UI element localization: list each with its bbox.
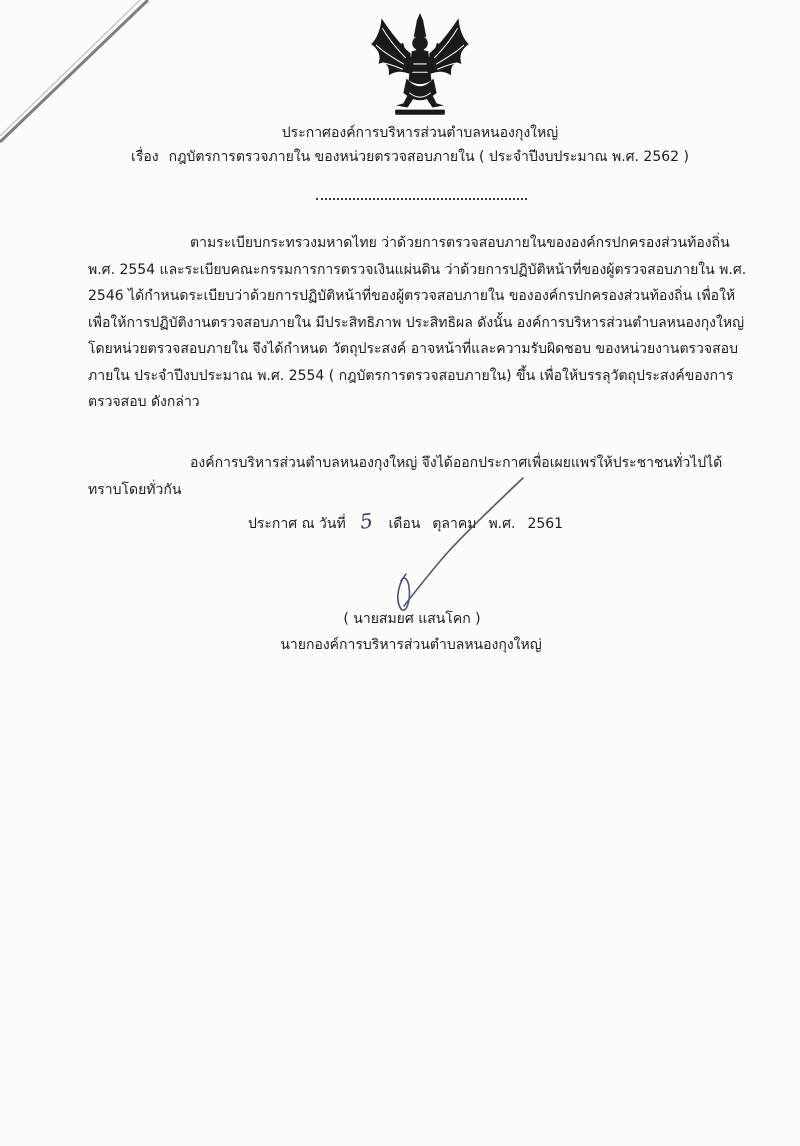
paragraph-line: ภายใน ประจำปีงบประมาณ พ.ศ. 2554 ( กฎบัตรการตรวจสอบภายใน) ขึ้น เพื่อให้บรรลุวัตถุประสงค์ของการ: [88, 367, 734, 384]
signatory-position: นายกองค์การบริหารส่วนตำบลหนองกุงใหญ่: [280, 637, 542, 653]
subject-label: เรื่อง: [131, 149, 159, 165]
paragraph-line: 2546 ได้กำหนดระเบียบว่าด้วยการปฏิบัติหน้าที่ของผู้ตรวจสอบภายใน ขององค์กรปกครองส่วนท้องถิ่น เพื่อให้: [88, 288, 736, 304]
paragraph-line: องค์การบริหารส่วนตำบลหนองกุงใหญ่ จึงได้ออกประกาศเพื่อเผยแพร่ให้ประชาชนทั่วไปได้: [190, 455, 723, 471]
paragraph-line: โดยหน่วยตรวจสอบภายใน จึงได้กำหนด วัตถุประสงค์ อาจหน้าที่และความรับผิดชอบ ของหน่วยงานตรวจสอบ: [88, 341, 738, 357]
paragraph-line: พ.ศ. 2554 และระเบียบคณะกรรมการการตรวจเงินแผ่นดิน ว่าด้วยการปฏิบัติหน้าที่ของผู้ตรวจสอบภายใน พ.ศ.: [88, 261, 747, 278]
date-month-label: เดือน: [388, 516, 421, 532]
body-paragraph-1: [88, 230, 747, 416]
paragraph-line: เพื่อให้การปฏิบัติงานตรวจสอบภายใน มีประสิทธิภาพ ประสิทธิผล ดังนั้น องค์การบริหารส่วนตำบลหนองกุงใหญ่: [88, 314, 745, 331]
date-year: 2561: [527, 516, 564, 532]
announcement-subject: [100, 146, 720, 168]
paragraph-line: ตรวจสอบ ดังกล่าว: [88, 394, 200, 410]
date-year-label: พ.ศ.: [488, 516, 516, 532]
title-divider: [316, 198, 527, 200]
date-month: ตุลาคม: [432, 516, 477, 532]
date-day-handwritten: 5: [358, 508, 375, 534]
subject-text: กฎบัตรการตรวจภายใน ของหน่วยตรวจสอบภายใน ( ประจำปีงบประมาณ พ.ศ. 2562 ): [168, 149, 689, 165]
garuda-emblem-icon: [368, 12, 472, 120]
announcement-date: [248, 508, 564, 538]
body-paragraph-2: [88, 450, 722, 503]
announcement-title: ประกาศองค์การบริหารส่วนตำบลหนองกุงใหญ่: [281, 125, 559, 141]
paragraph-line: ทราบโดยทั่วกัน: [88, 481, 182, 498]
signatory-name: ( นายสมยศ แสนโคก ): [343, 611, 481, 627]
paragraph-line: ตามระเบียบกระทรวงมหาดไทย ว่าด้วยการตรวจสอบภายในขององค์กรปกครองส่วนท้องถิ่น: [190, 235, 730, 251]
date-prefix: ประกาศ ณ วันที่: [248, 516, 346, 532]
